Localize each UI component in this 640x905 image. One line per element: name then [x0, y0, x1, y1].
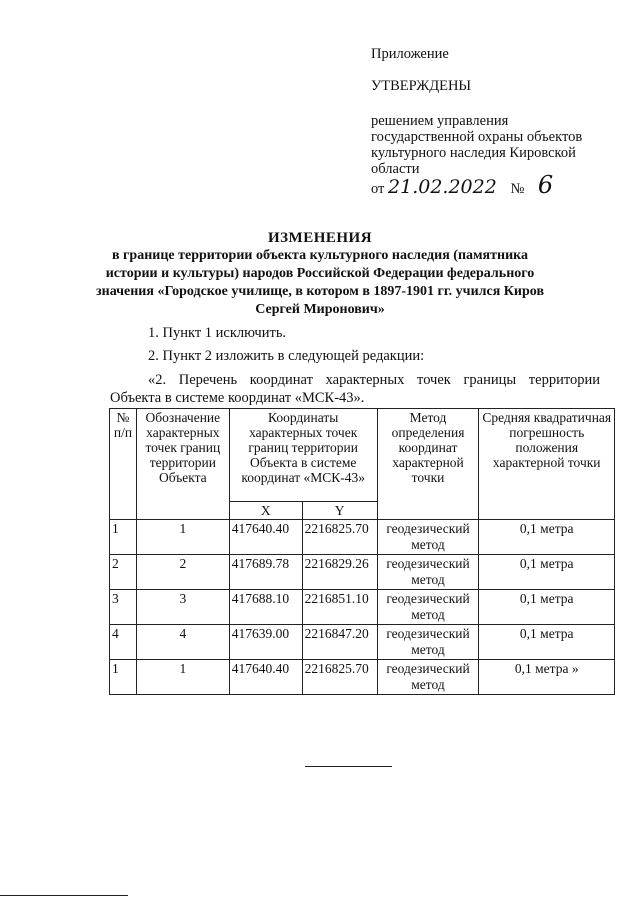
cell-y: 2216829.26: [302, 555, 377, 590]
closing-separator-line: [305, 766, 392, 767]
cell-error: 0,1 метра: [479, 555, 615, 590]
header-designation: Обозначение характерных точек границ территории Объекта: [136, 409, 229, 520]
cell-x: 417689.78: [229, 555, 302, 590]
cell-error: 0,1 метра: [479, 625, 615, 660]
bottom-edge-line: [0, 895, 128, 896]
approved-label: УТВЕРЖДЕНЫ: [371, 78, 472, 94]
decision-line: культурного наследия Кировской: [371, 145, 576, 161]
approval-block: [371, 46, 621, 197]
cell-method: геодезический метод: [377, 625, 479, 660]
cell-x: 417639.00: [229, 625, 302, 660]
table-row: [110, 660, 615, 695]
header-coordinates: Координаты характерных точек границ территории Объекта в системе координат «МСК-43»: [229, 409, 377, 502]
header-y: Y: [302, 502, 377, 520]
title-line: значения «Городское училище, в котором в 1897-1901 гг. учился Киров: [96, 284, 544, 299]
cell-y: 2216825.70: [302, 660, 377, 695]
header-x: X: [229, 502, 302, 520]
paragraph-3-line-2: Объекта в системе координат «МСК-43».: [110, 390, 365, 406]
decision-line: решением управления: [371, 113, 509, 129]
date-prefix: от: [371, 181, 385, 197]
cell-point: 1: [136, 660, 229, 695]
paragraph-1: 1. Пункт 1 исключить.: [148, 325, 287, 341]
cell-method: геодезический метод: [377, 520, 479, 555]
appendix-label: Приложение: [371, 46, 449, 62]
cell-point: 4: [136, 625, 229, 660]
paragraph-2: 2. Пункт 2 изложить в следующей редакции:: [148, 348, 425, 364]
cell-x: 417640.40: [229, 660, 302, 695]
table-row: [110, 590, 615, 625]
table-row: [110, 625, 615, 660]
decision-line: области: [371, 161, 420, 177]
cell-method: геодезический метод: [377, 555, 479, 590]
cell-x: 417688.10: [229, 590, 302, 625]
table-header-row: [110, 409, 615, 502]
paragraph-3-line-1: «2. Перечень координат характерных точек границы территории: [148, 372, 600, 388]
cell-num: 1: [110, 660, 137, 695]
header-method: Метод определения координат характерной точки: [377, 409, 479, 520]
coordinates-table: [109, 408, 615, 695]
cell-error: 0,1 метра: [479, 590, 615, 625]
cell-method: геодезический метод: [377, 590, 479, 625]
title-line: истории и культуры) народов Российской Федерации федерального: [105, 266, 535, 281]
document-title: [96, 229, 544, 319]
cell-y: 2216851.10: [302, 590, 377, 625]
title-main: ИЗМЕНЕНИЯ: [267, 230, 373, 246]
header-num: № п/п: [110, 409, 137, 520]
cell-error: 0,1 метра »: [479, 660, 615, 695]
cell-point: 3: [136, 590, 229, 625]
table-row: [110, 520, 615, 555]
handwritten-number: 6: [537, 171, 554, 199]
cell-error: 0,1 метра: [479, 520, 615, 555]
cell-y: 2216847.20: [302, 625, 377, 660]
cell-x: 417640.40: [229, 520, 302, 555]
cell-point: 2: [136, 555, 229, 590]
cell-num: 3: [110, 590, 137, 625]
cell-num: 1: [110, 520, 137, 555]
decision-line: государственной охраны объектов: [371, 129, 583, 145]
date-line: [371, 171, 621, 199]
title-line: Сергей Миронович»: [255, 302, 385, 317]
handwritten-date: 21.02.2022: [388, 176, 497, 198]
cell-num: 2: [110, 555, 137, 590]
table-row: [110, 555, 615, 590]
number-sign: №: [510, 181, 525, 197]
cell-point: 1: [136, 520, 229, 555]
cell-method: геодезический метод: [377, 660, 479, 695]
cell-num: 4: [110, 625, 137, 660]
title-line: в границе территории объекта культурного наследия (памятника: [112, 248, 528, 263]
cell-y: 2216825.70: [302, 520, 377, 555]
header-error: Средняя квадратичная погрешность положения характерной точки: [479, 409, 615, 520]
